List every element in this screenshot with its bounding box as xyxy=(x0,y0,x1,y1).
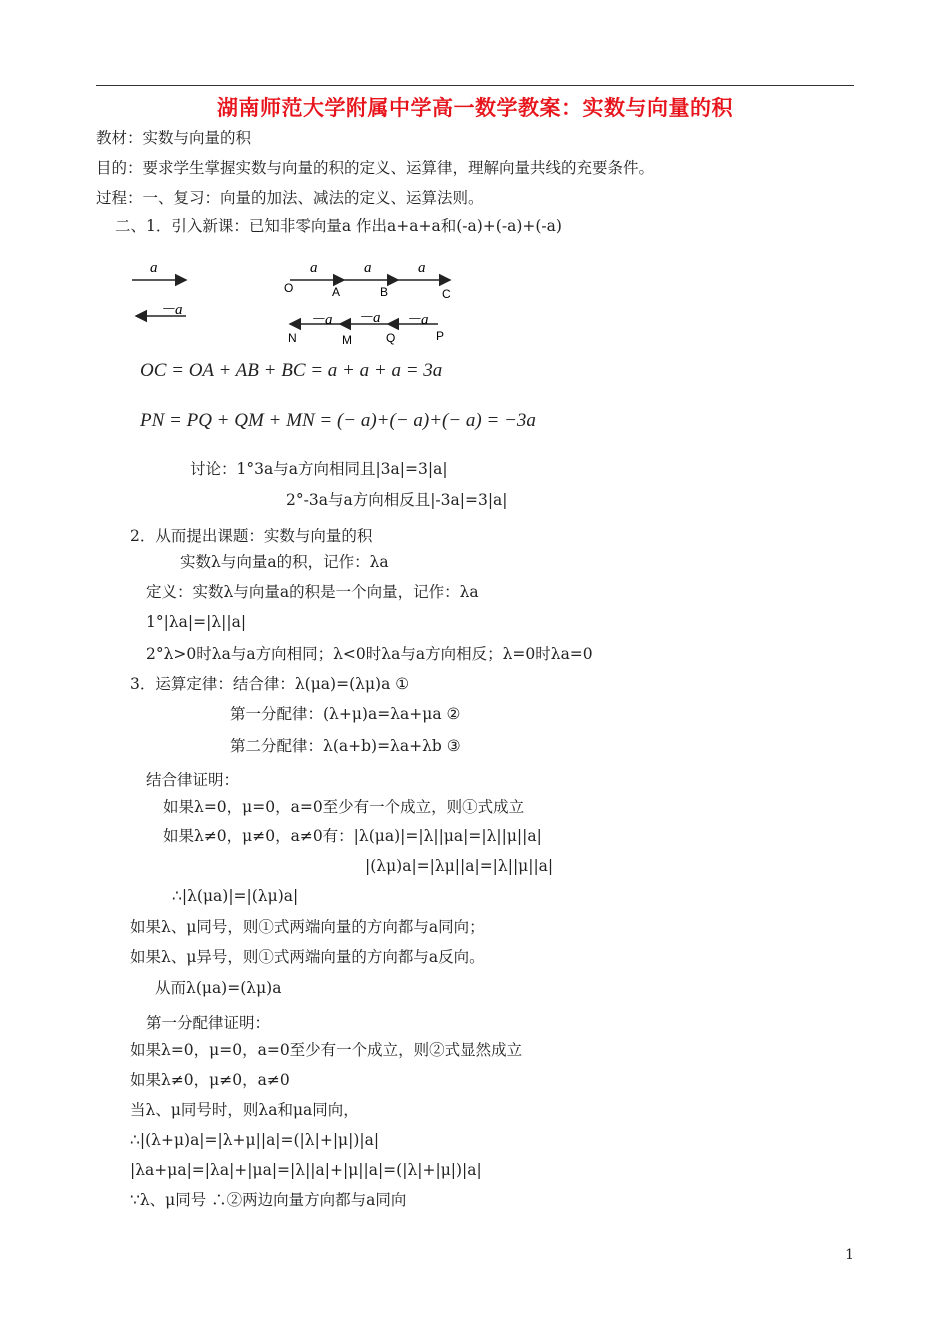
line-dist-1: 如果λ=0，μ=0，a=0至少有一个成立，则②式显然成立 xyxy=(130,1041,523,1059)
line-topic: 2．从而提出课题：实数与向量的积 xyxy=(130,527,373,545)
line-law-dist2: 第二分配律：λ(a+b)=λa+λb ③ xyxy=(230,737,461,755)
line-proof-7: 从而λ(μa)=(λμ)a xyxy=(155,979,282,997)
point-M: M xyxy=(342,333,352,347)
line-dist-2: 如果λ≠0，μ≠0，a≠0 xyxy=(130,1071,290,1089)
vector-a-label: a xyxy=(150,260,158,276)
discussion-2: 2°-3a与a方向相反且|-3a|=3|a| xyxy=(286,491,508,509)
line-objective: 目的：要求学生掌握实数与向量的积的定义、运算律，理解向量共线的充要条件。 xyxy=(96,159,655,177)
line-material: 教材：实数与向量的积 xyxy=(96,129,252,147)
svg-text:a: a xyxy=(418,260,426,276)
line-law-assoc: 3．运算定律：结合律：λ(μa)=(λμ)a ① xyxy=(130,675,410,693)
point-Q: Q xyxy=(386,331,396,345)
formula-oc: OC = OA + AB + BC = a + a + a = 3a xyxy=(140,360,443,381)
line-intro: 二、1．引入新课：已知非零向量a 作出a+a+a和(-a)+(-a)+(-a) xyxy=(115,217,562,235)
discussion-1: 讨论：1°3a与a方向相同且|3a|=3|a| xyxy=(190,460,448,478)
svg-text:a: a xyxy=(310,260,318,276)
vector-neg-a-label: －a xyxy=(160,302,183,318)
point-N: N xyxy=(288,331,297,345)
page-number: 1 xyxy=(845,1247,854,1263)
formula-pn: PN = PQ + QM + MN = (− a)+(− a)+(− a) = −3a xyxy=(140,410,536,431)
page-title: 湖南师范大学附属中学高一数学教案：实数与向量的积 xyxy=(217,96,733,120)
line-dist-3: 当λ、μ同号时，则λa和μa同向， xyxy=(130,1101,359,1119)
line-definition: 定义：实数λ与向量a的积是一个向量，记作：λa xyxy=(146,583,479,601)
point-B: B xyxy=(380,285,389,299)
svg-text:－a: －a xyxy=(406,312,429,328)
svg-text:a: a xyxy=(364,260,372,276)
line-dist-proof: 第一分配律证明： xyxy=(146,1014,271,1032)
line-proof-2: 如果λ≠0，μ≠0，a≠0有：|λ(μa)|=|λ||μa|=|λ||μ||a| xyxy=(163,827,542,845)
line-proof-4: ∴|λ(μa)|=|(λμ)a| xyxy=(172,887,299,905)
line-dist-5: |λa+μa|=|λa|+|μa|=|λ||a|+|μ||a|=(|λ|+|μ|)|a| xyxy=(130,1161,482,1179)
vector-diagram xyxy=(120,250,540,360)
line-dist-4: ∴|(λ+μ)a|=|λ+μ||a|=(|λ|+|μ|)|a| xyxy=(130,1131,380,1149)
line-notation: 实数λ与向量a的积，记作：λa xyxy=(180,553,389,571)
point-C: C xyxy=(442,287,451,301)
line-law-dist1: 第一分配律：(λ+μ)a=λa+μa ② xyxy=(230,705,461,723)
line-proof-1: 如果λ=0，μ=0，a=0至少有一个成立，则①式成立 xyxy=(163,798,525,816)
point-O: O xyxy=(284,281,294,295)
line-process: 过程：一、复习：向量的加法、减法的定义、运算法则。 xyxy=(96,189,484,207)
svg-text:－a: －a xyxy=(310,312,333,328)
line-proof-5: 如果λ、μ同号，则①式两端向量的方向都与a同向； xyxy=(130,918,485,936)
line-dist-6: ∵λ、μ同号 ∴②两边向量方向都与a同向 xyxy=(130,1191,407,1209)
line-proof-6: 如果λ、μ异号，则①式两端向量的方向都与a反向。 xyxy=(130,948,485,966)
line-assoc-proof: 结合律证明： xyxy=(146,771,240,789)
point-A: A xyxy=(332,285,341,299)
line-def-1: 1°|λa|=|λ||a| xyxy=(146,613,247,631)
header-rule xyxy=(96,85,854,86)
line-def-2: 2°λ>0时λa与a方向相同；λ<0时λa与a方向相反；λ=0时λa=0 xyxy=(146,645,593,663)
line-proof-3: |(λμ)a|=|λμ||a|=|λ||μ||a| xyxy=(365,857,554,875)
svg-text:－a: －a xyxy=(358,310,381,326)
point-P: P xyxy=(436,329,445,343)
